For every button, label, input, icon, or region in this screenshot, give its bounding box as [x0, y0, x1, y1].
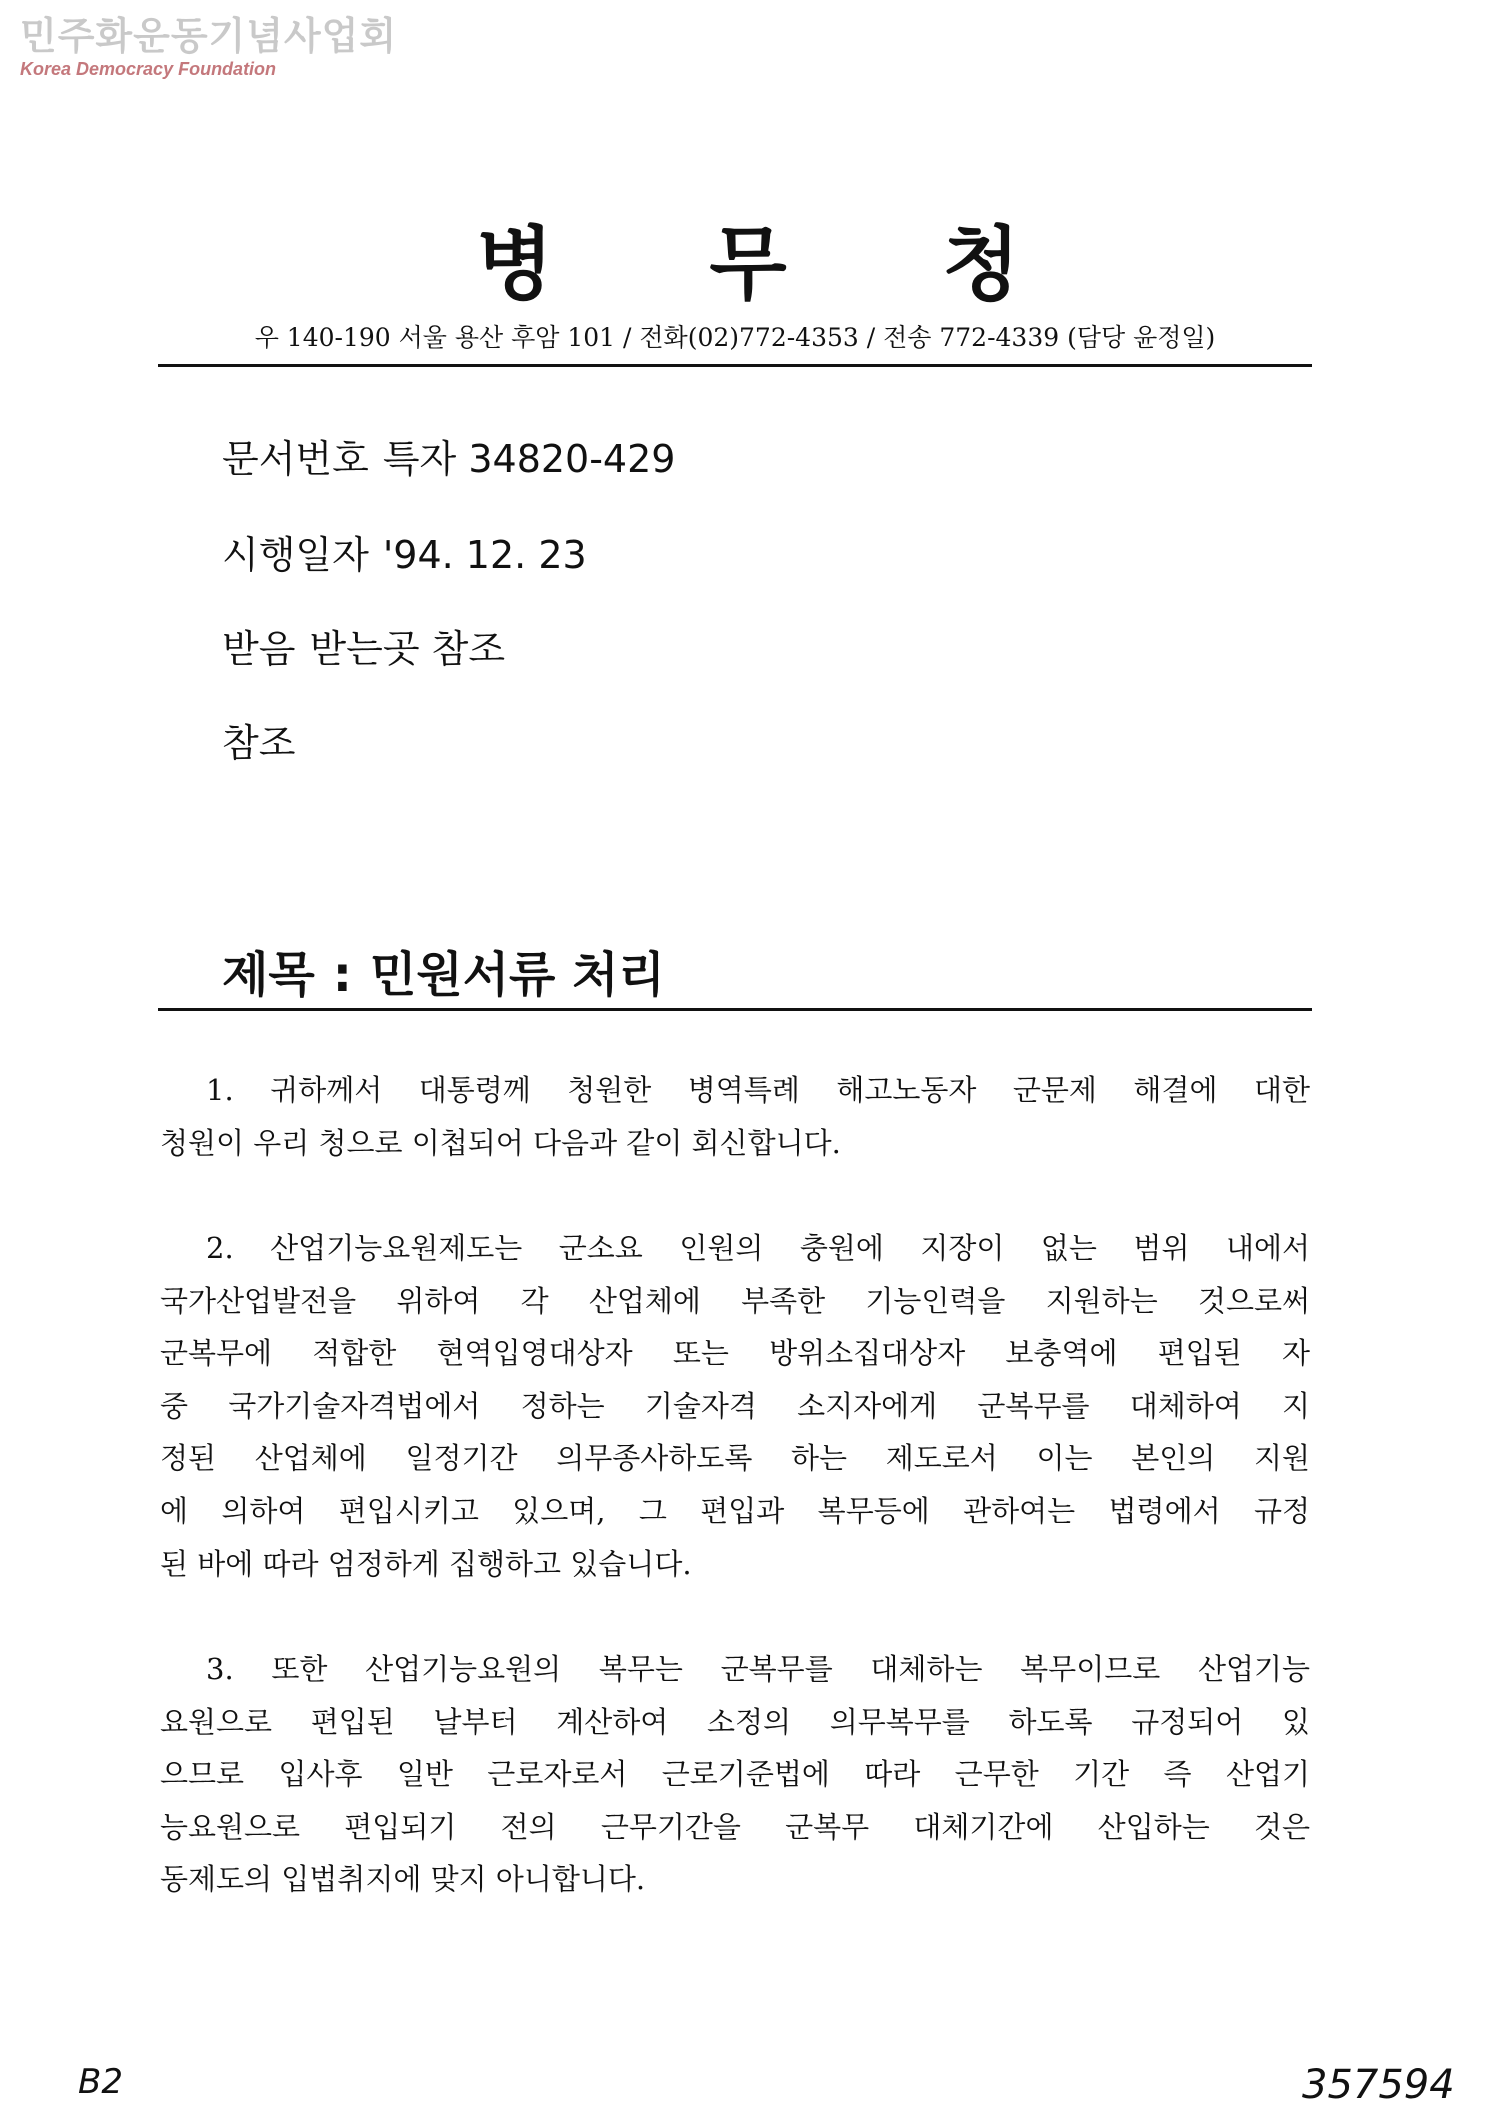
agency-address: 우 140-190 서울 용산 후암 101 / 전화(02)772-4353 / 전송 772-4339 (담당 윤정일): [254, 323, 1216, 352]
issue-date-label: 시행일자: [222, 533, 369, 577]
recipient-label: 받음: [222, 627, 296, 671]
paragraph-3: [160, 1643, 1310, 1906]
paragraph-line: 된 바에 따라 엄정하게 집행하고 있습니다.: [160, 1546, 692, 1581]
agency-title-char: 청: [942, 218, 1020, 311]
subject-divider: [158, 1008, 1312, 1011]
issue-date-row: [222, 524, 587, 579]
doc-number-label: 문서번호: [222, 437, 369, 481]
issue-date-value: '94. 12. 23: [382, 533, 587, 577]
agency-title-char: 무: [709, 218, 787, 311]
paragraph-line: 중 국가기술자격법에서 정하는 기술자격 소지자에게 군복무를 대체하여 지: [160, 1388, 1310, 1423]
paragraph-line: 군복무에 적합한 현역입영대상자 또는 방위소집대상자 보충역에 편입된 자: [160, 1336, 1310, 1371]
paragraph-line: 2. 산업기능요원제도는 군소요 인원의 충원에 지장이 없는 범위 내에서: [206, 1231, 1310, 1265]
recipient-row: [222, 618, 505, 673]
reference-row: [222, 712, 309, 767]
recipient-value: 받는곳 참조: [309, 627, 506, 671]
watermark-logo: [20, 14, 397, 80]
reference-label: 참조: [222, 721, 296, 765]
paragraph-line: 국가산업발전을 위하여 각 산업체에 부족한 기능인력을 지원하는 것으로써: [160, 1283, 1310, 1318]
paragraph-line: 에 의하여 편입시키고 있으며, 그 편입과 복무등에 관하여는 법령에서 규정: [160, 1493, 1310, 1528]
watermark-english: Korea Democracy Foundation: [20, 59, 277, 79]
watermark-korean: 민주화운동기념사업회: [20, 14, 398, 58]
paragraph-line: 1. 귀하께서 대통령께 청원한 병역특례 해고노동자 군문제 해결에 대한: [206, 1073, 1310, 1107]
paragraph-1: [160, 1064, 1310, 1169]
agency-title-char: 병: [476, 218, 554, 311]
agency-title: [0, 200, 1496, 315]
paragraph-line: 요원으로 편입된 날부터 계산하여 소정의 의무복무를 하도록 규정되어 있: [160, 1704, 1310, 1739]
paragraph-line: 으므로 입사후 일반 근로자로서 근로기준법에 따라 근무한 기간 즉 산업기: [160, 1757, 1310, 1792]
handwritten-mark-right: 357594: [1302, 2062, 1455, 2108]
header-divider: [158, 364, 1312, 367]
subject-separator: :: [332, 947, 352, 1003]
paragraph-line: 청원이 우리 청으로 이첩되어 다음과 같이 회신합니다.: [160, 1125, 841, 1160]
doc-number-value: 특자 34820-429: [382, 437, 676, 481]
paragraph-line: 능요원으로 편입되기 전의 근무기간을 군복무 대체기간에 산입하는 것은: [160, 1809, 1310, 1844]
subject-label: 제목: [222, 947, 315, 1003]
handwritten-mark-left: B2: [78, 2062, 123, 2102]
paragraph-line: 정된 산업체에 일정기간 의무종사하도록 하는 제도로서 이는 본인의 지원: [160, 1441, 1310, 1476]
doc-number-row: [222, 428, 675, 483]
subject-line: [222, 936, 665, 1005]
paragraph-2: [160, 1222, 1310, 1590]
paragraph-line: 동제도의 입법취지에 맞지 아니합니다.: [160, 1862, 646, 1897]
paragraph-line: 3. 또한 산업기능요원의 복무는 군복무를 대체하는 복무이므로 산업기능: [206, 1652, 1310, 1686]
subject-value: 민원서류 처리: [369, 947, 665, 1003]
